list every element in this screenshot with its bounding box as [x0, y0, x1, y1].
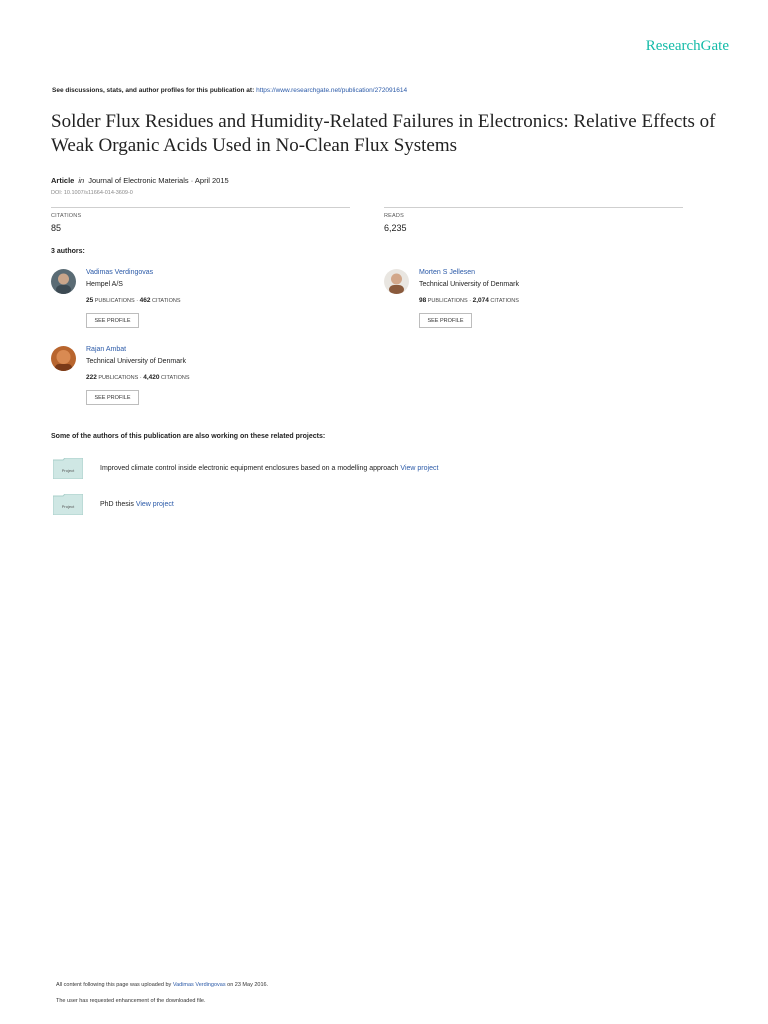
author-citations-label: CITATIONS: [490, 298, 519, 304]
reads-value: 6,235: [384, 223, 407, 233]
project-title: Improved climate control inside electronic equipment enclosures based on a modelling approach: [100, 465, 399, 472]
author-name-link[interactable]: Vadimas Verdingovas: [86, 269, 154, 276]
upload-note: [56, 982, 268, 988]
article-in: in: [78, 176, 85, 185]
view-project-link[interactable]: View project: [400, 465, 439, 472]
related-projects-heading: Some of the authors of this publication are also working on these related projects:: [51, 433, 326, 440]
avatar-photo-icon: [51, 269, 76, 294]
view-project-link[interactable]: View project: [135, 501, 174, 508]
divider-citations: [51, 207, 350, 208]
avatar[interactable]: [51, 346, 76, 371]
uploader-link[interactable]: Vadimas Verdingovas: [172, 982, 226, 988]
citations-label: CITATIONS: [51, 213, 82, 219]
avatar[interactable]: [51, 269, 76, 294]
upload-suffix: on 23 May 2016.: [227, 982, 269, 988]
project-row: [100, 501, 174, 508]
author-citations-count: 462: [139, 297, 151, 304]
avatar-photo-icon: [51, 346, 76, 371]
author-stats: 25 PUBLICATIONS · 462 CITATIONS: [86, 297, 181, 304]
see-profile-button[interactable]: SEE PROFILE: [86, 390, 139, 405]
author-citations-count: 4,420: [143, 374, 160, 381]
author-publications-label: PUBLICATIONS: [98, 375, 139, 381]
avatar[interactable]: [384, 269, 409, 294]
publication-title: Solder Flux Residues and Humidity-Related Failures in Electronics: Relative Effects of Weak Organic Acids Used in No-Clean Flux Systems: [51, 111, 716, 156]
citations-value: 85: [51, 223, 62, 233]
discussion-text: See discussions, stats, and author profiles for this publication at:: [52, 87, 255, 94]
author-publications-count: 98: [419, 297, 427, 304]
project-icon: [53, 458, 83, 477]
publication-url-link[interactable]: https://www.researchgate.net/publication/272091614: [256, 87, 408, 94]
project-row: [100, 465, 438, 472]
reads-label: READS: [384, 213, 404, 219]
author-publications-label: PUBLICATIONS: [94, 298, 135, 304]
avatar-photo-icon: [384, 269, 409, 294]
author-name-link[interactable]: Morten S Jellesen: [419, 269, 476, 276]
researchgate-logo[interactable]: ResearchGate: [645, 38, 729, 54]
article-info: [51, 176, 229, 185]
authors-count: 3 authors:: [51, 248, 85, 255]
discussion-line: [52, 87, 407, 94]
project-title: PhD thesis: [100, 501, 134, 508]
author-stats: 222 PUBLICATIONS · 4,420 CITATIONS: [86, 374, 190, 381]
author-name-link[interactable]: Rajan Ambat: [86, 346, 127, 353]
see-profile-button[interactable]: SEE PROFILE: [86, 313, 139, 328]
article-type: Article: [51, 176, 75, 185]
doi: DOI: 10.1007/s11664-014-3609-0: [51, 190, 133, 196]
author-citations-label: CITATIONS: [151, 298, 181, 304]
author-institution: Technical University of Denmark: [86, 358, 186, 365]
journal-info: Journal of Electronic Materials · April 2015: [88, 176, 229, 185]
divider-reads: [384, 207, 683, 208]
see-profile-button[interactable]: SEE PROFILE: [419, 313, 472, 328]
author-citations-count: 2,074: [472, 297, 489, 304]
author-publications-count: 222: [86, 374, 97, 381]
upload-prefix: All content following this page was uploaded by: [56, 982, 172, 988]
author-citations-label: CITATIONS: [161, 375, 190, 381]
project-icon-label: Project: [61, 468, 75, 473]
author-institution: Technical University of Denmark: [419, 281, 519, 288]
author-publications-count: 25: [86, 297, 94, 304]
author-institution: Hempel A/S: [86, 281, 123, 288]
project-icon-label: Project: [61, 504, 75, 509]
author-publications-label: PUBLICATIONS: [427, 298, 468, 304]
project-icon: [53, 494, 83, 513]
author-stats: 98 PUBLICATIONS · 2,074 CITATIONS: [419, 297, 519, 304]
enhancement-note: The user has requested enhancement of the downloaded file.: [56, 998, 206, 1004]
